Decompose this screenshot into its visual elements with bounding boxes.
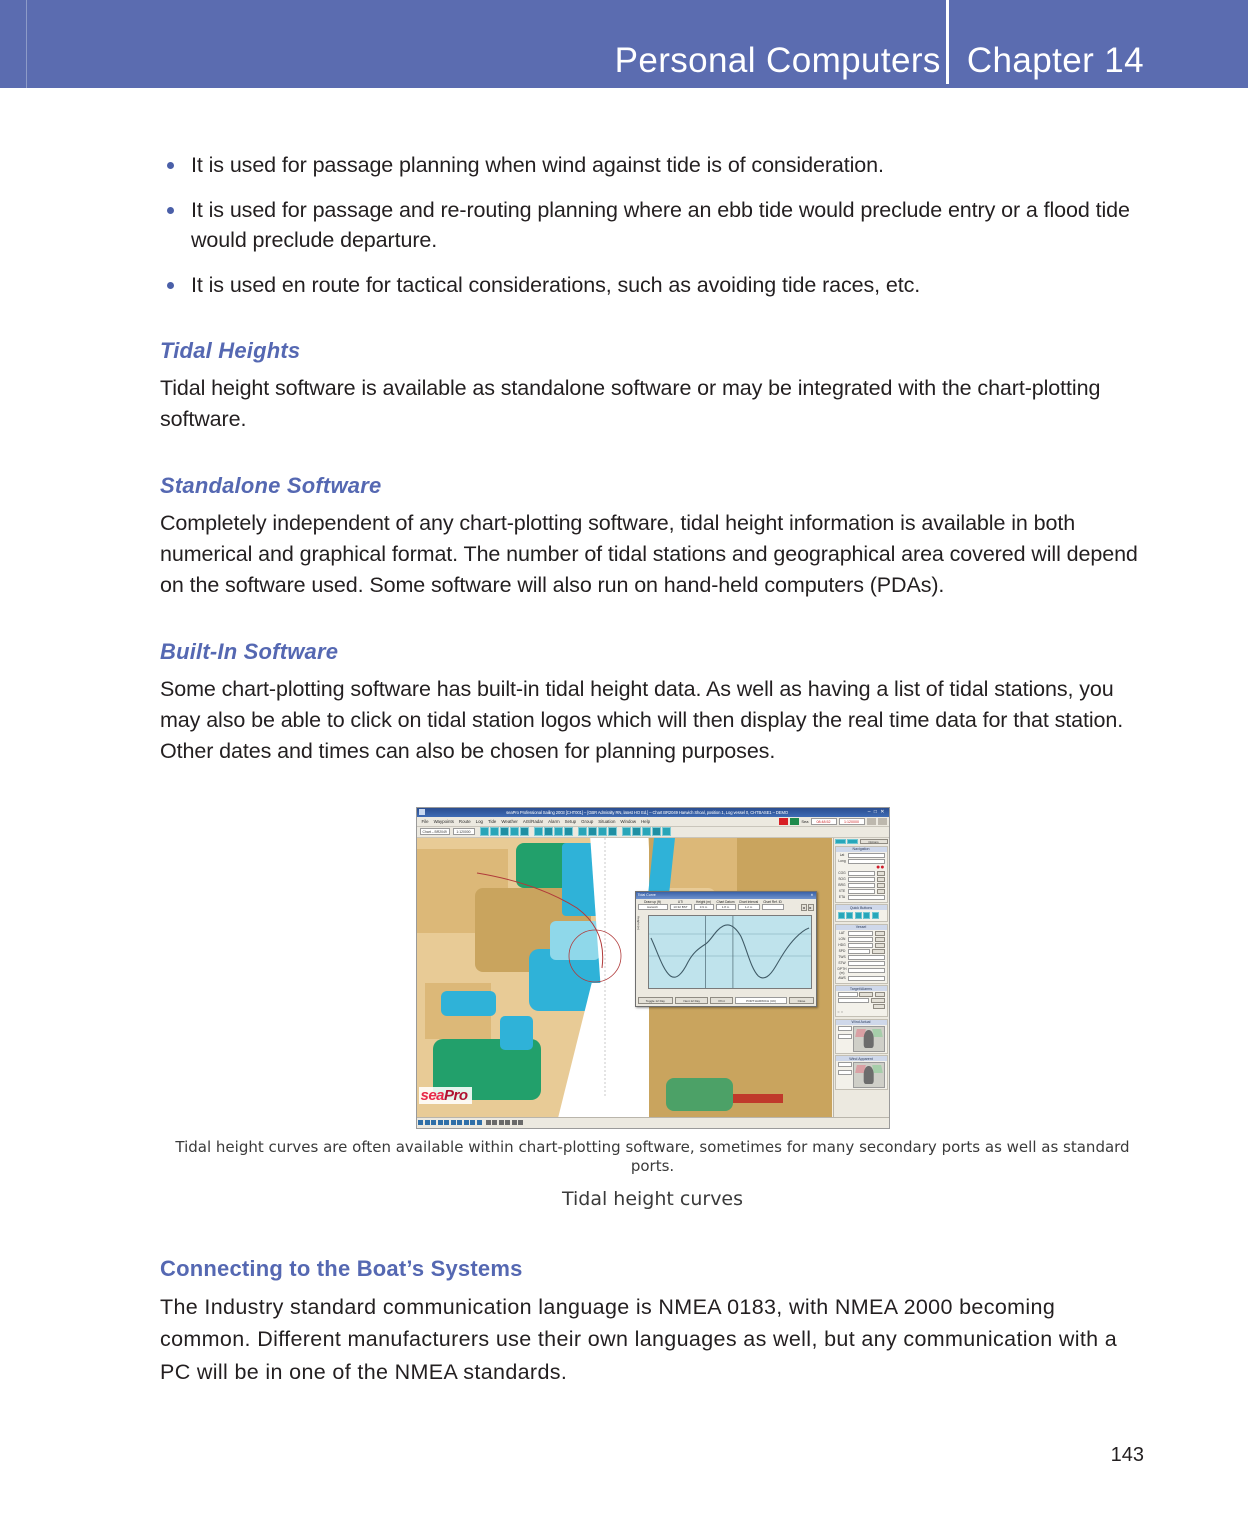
route-icon[interactable]	[520, 827, 529, 836]
target-cancel-button[interactable]	[873, 1004, 885, 1009]
panel-group-body	[836, 1025, 887, 1053]
page-header-band	[0, 0, 1248, 88]
row-input[interactable]	[838, 992, 858, 997]
chart-select-combo[interactable]: Chart – BR2049	[420, 828, 450, 835]
toolbar-group-4[interactable]	[622, 827, 671, 836]
anchor-icon[interactable]	[598, 827, 607, 836]
panel-group-title: Quick Buttons	[836, 905, 887, 910]
sail-shape-icon	[863, 1030, 874, 1048]
header-divider	[946, 0, 949, 84]
layers-icon[interactable]	[632, 827, 641, 836]
panel-view-button-2[interactable]	[847, 839, 858, 844]
app-title-bar	[417, 808, 889, 817]
row-label: BRG	[838, 883, 846, 888]
field-label: Chart Datum	[716, 900, 735, 905]
row-label: XTE	[838, 889, 846, 894]
brg-unit-button[interactable]	[877, 883, 885, 888]
section-heading: Standalone Software	[160, 472, 382, 498]
panel-row-cog[interactable]	[838, 871, 885, 876]
logo-part-sea: sea	[420, 1086, 445, 1104]
toolbar-group-3[interactable]	[578, 827, 617, 836]
panel-group-body	[836, 1061, 887, 1089]
radio-single-icon[interactable]: ○	[837, 1010, 840, 1015]
info-icon[interactable]	[642, 827, 651, 836]
menu-item-help[interactable]: Help	[641, 818, 651, 824]
panel-group-target-alarms	[835, 985, 888, 1017]
window-controls[interactable]: – □ ✕	[867, 809, 886, 816]
status-icon-16[interactable]	[518, 1120, 523, 1125]
menu-item-alarm[interactable]: Alarm	[548, 818, 560, 824]
figure-caption-label: Tidal height curves	[561, 1188, 744, 1211]
figure-caption-description: Tidal height curves are often available within chart-plotting software, sometimes for many secondary ports as well as standard ports.	[175, 1137, 1130, 1175]
panel-group-title: Target/Alarms	[836, 986, 887, 991]
wind-actual-fields[interactable]	[838, 1026, 852, 1052]
previous-arrow-icon[interactable]: ◄	[801, 906, 806, 911]
range-ring	[569, 930, 621, 982]
clock-field: 08:48:52	[811, 818, 837, 825]
sog-unit-button[interactable]	[877, 877, 885, 882]
field-value[interactable]: 1.2 m	[738, 904, 760, 910]
panel-row-lat[interactable]	[838, 853, 885, 858]
status-icon-13[interactable]	[499, 1120, 504, 1125]
field-chart-interval[interactable]	[738, 900, 760, 910]
chart-y-axis-label: Height (m)	[636, 915, 641, 930]
row-input[interactable]	[848, 955, 885, 960]
field-value[interactable]: 3.9 m	[694, 904, 714, 910]
help-icon[interactable]	[878, 818, 887, 825]
quick-button-4-icon[interactable]	[863, 912, 870, 919]
print-button[interactable]: Print	[710, 997, 733, 1004]
section-body: Some chart-plotting software has built-in tidal height data. As well as having a list of tidal stations, you may also be able to click on tidal station logos which will then display the real time data for that station. Other dates and times can also be chosen for planning purposes.	[160, 676, 1124, 763]
list-item: It is used en route for tactical considerations, such as avoiding tide races, etc.	[160, 270, 1145, 301]
page-content	[160, 150, 1145, 1388]
header-content	[615, 43, 1144, 80]
row-input[interactable]	[848, 853, 885, 858]
field-label: Draw up (ft)	[644, 900, 661, 905]
panel-group-title: Navigation	[836, 847, 887, 852]
panel-group-body[interactable]	[836, 910, 887, 921]
field-height[interactable]	[694, 900, 714, 910]
wind-apparent-fields[interactable]	[838, 1062, 852, 1088]
status-icon-15[interactable]	[512, 1120, 517, 1125]
panel-view-button-1[interactable]	[835, 839, 846, 844]
chart-canvas[interactable]	[417, 838, 833, 1117]
field-label: Chart Interval	[738, 900, 759, 905]
quick-button-row[interactable]	[838, 912, 885, 919]
print-icon[interactable]	[867, 818, 876, 825]
section-built-in-software	[160, 639, 1145, 767]
panel-row-sog[interactable]	[838, 877, 885, 882]
alarm-icon[interactable]	[608, 827, 617, 836]
status-icon-9[interactable]	[470, 1120, 475, 1125]
field-value[interactable]: 10:32 BST	[670, 904, 692, 910]
row-label: SOG	[838, 877, 846, 882]
row-input[interactable]	[848, 949, 870, 954]
menu-item-window[interactable]: Window	[620, 818, 637, 824]
target-plot-button[interactable]	[875, 992, 885, 997]
field-value[interactable]: Harwich	[638, 904, 668, 910]
zoom-in-icon[interactable]	[480, 827, 489, 836]
next-arrow-icon[interactable]: ►	[808, 906, 813, 911]
waypoint-icon[interactable]	[510, 827, 519, 836]
vessel-lat-button[interactable]	[875, 931, 885, 936]
options-button[interactable]: Options	[860, 839, 888, 844]
field-port[interactable]	[638, 900, 668, 910]
panel-row-long[interactable]	[838, 859, 885, 864]
cog-unit-button[interactable]	[877, 871, 885, 876]
quick-button-1-icon[interactable]	[838, 912, 845, 919]
row-input[interactable]	[848, 961, 885, 966]
vessel-hdg-button[interactable]	[875, 943, 885, 948]
field-value[interactable]: 1.8 m	[716, 904, 736, 910]
vessel-lon-button[interactable]	[875, 937, 885, 942]
status-icon-10[interactable]	[477, 1120, 482, 1125]
row-label: STW	[838, 961, 846, 966]
seapro-logo	[419, 1087, 472, 1104]
menu-item-ais-radar[interactable]: AIS/Radar	[522, 818, 544, 824]
app-toolbar[interactable]	[417, 827, 889, 838]
section-body: Tidal height software is available as standalone software or may be integrated with the chart-plotting software.	[160, 376, 1101, 432]
section-body: The Industry standard communication language is NMEA 0183, with NMEA 2000 becoming common. Different manufacturers use their own languages as well, but any communication with a PC will be in one of the NMEA standards.	[160, 1295, 1118, 1384]
panel-row-indicator	[838, 865, 885, 870]
panel-row-target-2[interactable]	[838, 998, 885, 1003]
panel-group-vessel	[835, 924, 888, 984]
status-icon-8[interactable]	[464, 1120, 469, 1125]
bullet-list	[160, 150, 1145, 300]
dialog-footer[interactable]	[638, 997, 814, 1004]
panel-group-wind-apparent	[835, 1055, 888, 1090]
wind-apparent-angle-input[interactable]	[838, 1062, 852, 1067]
menu-bar-status-group	[779, 818, 886, 825]
row-input[interactable]	[848, 877, 875, 882]
wind-actual-sail-diagram	[853, 1026, 885, 1052]
row-input[interactable]	[848, 976, 885, 981]
panel-group-quick-buttons	[835, 904, 888, 922]
target-nav-button[interactable]	[871, 998, 885, 1003]
row-input[interactable]	[848, 889, 875, 894]
row-label: LON	[838, 937, 846, 942]
section-heading: Built-In Software	[160, 638, 339, 664]
header-left-rule	[26, 0, 27, 88]
tide-curve-svg	[649, 916, 811, 988]
row-input[interactable]	[848, 871, 875, 876]
panel-row-vessel-depth[interactable]	[838, 967, 885, 975]
row-label: AWS	[838, 976, 846, 981]
tidal-curve-dialog[interactable]	[635, 891, 817, 1007]
tide-curve-line	[650, 925, 808, 978]
panel-row-eta[interactable]	[838, 895, 885, 900]
status-icon-12[interactable]	[492, 1120, 497, 1125]
scale-field: 1:120000	[839, 818, 865, 825]
status-icon-3[interactable]	[431, 1120, 436, 1125]
wind-actual-speed-input[interactable]	[838, 1034, 852, 1039]
status-icon-14[interactable]	[505, 1120, 510, 1125]
section-tidal-heights	[160, 338, 1145, 435]
dialog-title: Tidal Curve	[637, 892, 656, 897]
status-icon-6[interactable]	[451, 1120, 456, 1125]
status-icon-5[interactable]	[444, 1120, 449, 1125]
row-label: HDG	[838, 943, 846, 948]
menu-item-log[interactable]: Log	[475, 818, 483, 824]
panel-row-vessel-lat[interactable]	[838, 931, 885, 936]
row-input[interactable]	[848, 937, 873, 942]
field-label: Chart Ref. ID	[763, 900, 782, 905]
route-line	[477, 873, 603, 968]
quick-button-2-icon[interactable]	[846, 912, 853, 919]
dialog-stepper-group[interactable]	[801, 900, 814, 911]
row-input[interactable]	[848, 883, 875, 888]
close-button[interactable]: Close	[789, 997, 813, 1004]
menu-item-group[interactable]: Group	[581, 818, 594, 824]
status-icon-1[interactable]	[418, 1120, 423, 1125]
panel-row-target-mode[interactable]	[838, 1010, 885, 1014]
scale-select-combo[interactable]: 1:120000	[453, 828, 475, 835]
wind-actual-angle-input[interactable]	[838, 1026, 852, 1031]
grid-icon[interactable]	[622, 827, 631, 836]
toolbar-group-2[interactable]	[534, 827, 573, 836]
status-icon-7[interactable]	[457, 1120, 462, 1125]
row-label: SPD	[838, 949, 846, 954]
row-input[interactable]	[848, 859, 885, 864]
panel-group-title: Wind Actual	[836, 1020, 887, 1025]
panel-group-body[interactable]	[836, 930, 887, 983]
field-time[interactable]	[670, 900, 692, 910]
row-input[interactable]	[848, 931, 873, 936]
panel-row-target-1[interactable]	[838, 992, 885, 997]
panel-row-vessel-aws[interactable]	[838, 976, 885, 981]
panel-group-body[interactable]	[836, 991, 887, 1016]
software-screenshot	[416, 807, 890, 1129]
tide-curve-plot	[648, 915, 812, 989]
vessel-spd-button[interactable]	[872, 949, 885, 954]
quick-button-5-icon[interactable]	[872, 912, 879, 919]
panel-row-brg[interactable]	[838, 883, 885, 888]
target-set-button[interactable]	[859, 992, 873, 997]
tide-icon[interactable]	[544, 827, 553, 836]
toolbar-group-1[interactable]	[480, 827, 529, 836]
quick-button-3-icon[interactable]	[855, 912, 862, 919]
panel-row-vessel-lon[interactable]	[838, 937, 885, 942]
figure-tidal-height-curves	[160, 807, 1145, 1210]
row-label: ETA	[838, 895, 846, 900]
row-input[interactable]	[848, 968, 885, 973]
panel-group-navigation	[835, 846, 888, 903]
section-heading: Tidal Heights	[160, 338, 301, 364]
ais-icon[interactable]	[578, 827, 587, 836]
panel-top-buttons[interactable]	[835, 839, 888, 844]
status-icon-11[interactable]	[486, 1120, 491, 1125]
record-indicator-icon[interactable]	[779, 818, 788, 825]
panel-group-wind-actual	[835, 1019, 888, 1054]
list-item: It is used for passage planning when wind against tide is of consideration.	[160, 150, 1145, 181]
section-heading: Connecting to the Boat’s Systems	[160, 1256, 523, 1282]
navigation-side-panel[interactable]	[833, 838, 889, 1117]
section-connecting-to-boat-systems	[160, 1256, 1145, 1388]
section-body: Completely independent of any chart-plotting software, tidal height information is available in both numerical and graphical format. The number of tidal stations and geographical area covered will depend on the software used. Some software will also run on hand-held computers (PDAs).	[160, 510, 1138, 597]
logo-part-pro: Pro	[444, 1086, 468, 1104]
zoom-out-icon[interactable]	[490, 827, 499, 836]
row-label: DPTH (m)	[837, 966, 847, 975]
radio-manual-icon[interactable]: ○	[841, 1010, 843, 1015]
panel-row-vessel-hdg[interactable]	[838, 943, 885, 948]
page-number: 143	[1110, 1444, 1144, 1466]
row-input[interactable]	[848, 943, 873, 948]
menu-item-waypoints[interactable]: Waypoints	[433, 818, 454, 824]
wind-apparent-sail-diagram	[853, 1062, 885, 1088]
dialog-field-row	[636, 899, 816, 913]
menu-item-setup[interactable]: Setup	[564, 818, 577, 824]
panel-group-body[interactable]	[836, 852, 887, 902]
panel-row-vessel-spd[interactable]	[838, 949, 885, 954]
panel-row-target-3[interactable]	[838, 1004, 885, 1009]
app-icon	[419, 809, 425, 815]
chapter-label: Chapter 14	[966, 41, 1144, 80]
pan-icon[interactable]	[500, 827, 509, 836]
page-title: Personal Computers	[614, 41, 941, 80]
close-icon[interactable]: ✕	[810, 892, 814, 897]
sea-label: Sea	[801, 818, 809, 824]
panel-row-xte[interactable]	[838, 889, 885, 894]
menu-item-file[interactable]: File	[421, 818, 429, 824]
row-label: COG	[838, 871, 846, 876]
field-label: UT/	[677, 900, 684, 905]
status-dots-indicator: ●●	[876, 863, 885, 871]
sail-shape-icon	[863, 1066, 874, 1084]
panel-row-vessel-tws[interactable]	[838, 955, 885, 960]
app-status-bar[interactable]	[417, 1117, 889, 1128]
save-icon[interactable]	[662, 827, 671, 836]
field-chart-ref[interactable]	[762, 900, 784, 910]
wind-apparent-speed-input[interactable]	[838, 1070, 852, 1075]
field-chart-datum[interactable]	[716, 900, 736, 910]
panel-row-vessel-stw[interactable]	[838, 961, 885, 966]
field-label: Height (m)	[696, 900, 711, 905]
app-window-title: seaPro Professional Sailing 2003 [CHT001] – [GBR Admiralty RN, latest HO Ed.] – Chart BR2049 Harwich Shoal, position 1, Log vessel 0, CHTBASE1 – DEMO	[506, 809, 789, 815]
gps-status-icon[interactable]	[790, 818, 799, 825]
settings-icon[interactable]	[652, 827, 661, 836]
row-label: Lat	[839, 853, 845, 858]
section-standalone-software	[160, 473, 1145, 601]
status-icon-2[interactable]	[425, 1120, 430, 1125]
row-label: Long	[838, 859, 846, 864]
list-item: It is used for passage and re-routing planning where an ebb tide would preclude entry or a flood tide would preclude departure.	[160, 195, 1145, 256]
panel-group-title: Vessel	[836, 925, 887, 930]
row-input[interactable]	[838, 998, 870, 1003]
menu-item-weather[interactable]: Weather	[501, 818, 518, 824]
status-icon-4[interactable]	[438, 1120, 443, 1125]
port-readout-field: PORT:HARWICH (UK)	[735, 997, 787, 1004]
menu-item-route[interactable]: Route	[458, 818, 471, 824]
track-icon[interactable]	[588, 827, 597, 836]
toggle-day-button[interactable]: Toggle 12 Day	[638, 997, 674, 1004]
radar-icon[interactable]	[564, 827, 573, 836]
row-input[interactable]	[848, 895, 885, 900]
row-label: LAT	[839, 931, 845, 936]
next-day-button[interactable]: Next 12 Day	[675, 997, 708, 1004]
field-value[interactable]	[762, 904, 784, 910]
menu-item-tide[interactable]: Tide	[487, 818, 497, 824]
row-label: TWS	[838, 955, 846, 960]
panel-group-title: Wind Apparent	[836, 1056, 887, 1061]
xte-unit-button[interactable]	[877, 889, 885, 894]
menu-item-situation[interactable]: Situation	[598, 818, 616, 824]
weather-icon[interactable]	[554, 827, 563, 836]
dialog-title-bar	[636, 892, 816, 899]
measure-icon[interactable]	[534, 827, 543, 836]
